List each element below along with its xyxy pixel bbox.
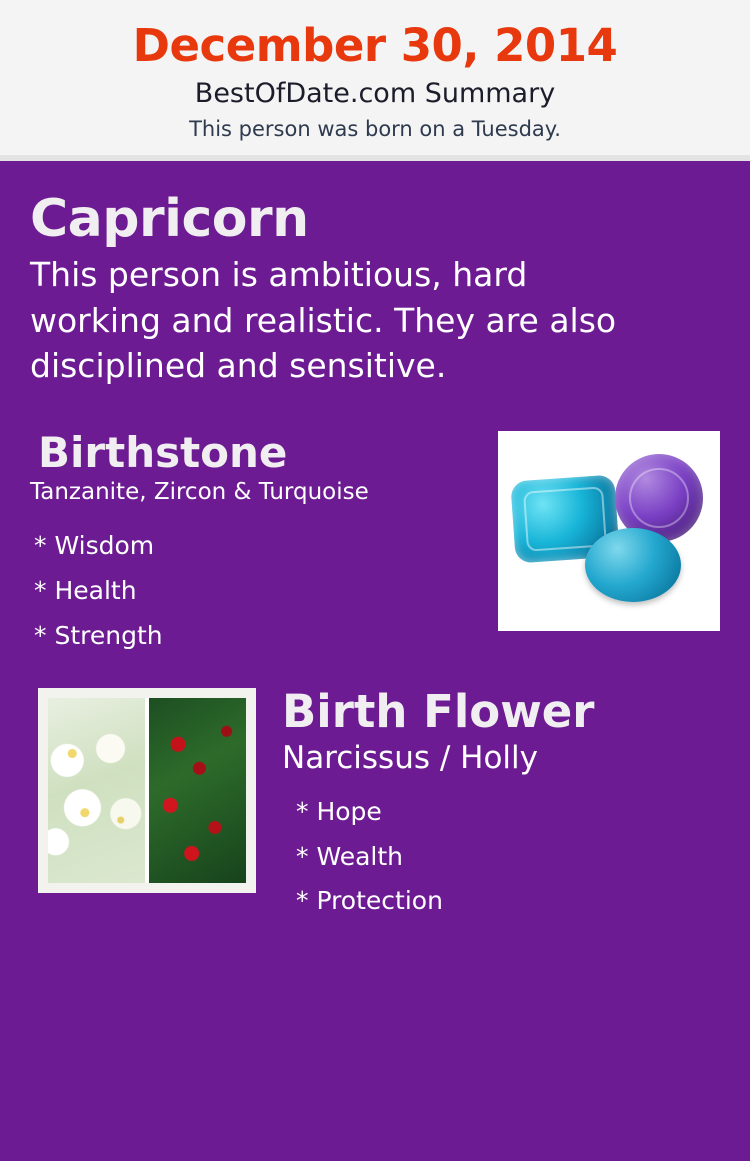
zodiac-description: This person is ambitious, hard working and realistic. They are also disciplined and sensitive. (30, 255, 617, 386)
birthstone-image-inner (507, 440, 711, 622)
birth-flower-image (38, 688, 256, 893)
list-item: * Wealth (296, 841, 403, 871)
birthstone-names: Tanzanite, Zircon & Turquoise (30, 478, 369, 505)
birth-flower-text-group (282, 684, 720, 924)
birth-flower-image-inner (48, 698, 246, 883)
site-summary-label: BestOfDate.com Summary (194, 78, 556, 110)
birthstone-section (30, 427, 720, 658)
zodiac-sign-title: Capricorn (30, 189, 309, 250)
birthstone-title: Birthstone (38, 427, 288, 477)
holly-photo-half (149, 698, 246, 883)
header (0, 0, 750, 155)
list-item: * Hope (296, 797, 382, 827)
birth-flower-traits-list (282, 790, 720, 924)
birth-flower-section (30, 684, 720, 924)
birthstone-traits-list (30, 523, 480, 658)
birthstone-text-group (30, 427, 480, 658)
birthstone-image (498, 431, 720, 631)
list-item: * Strength (34, 620, 163, 650)
born-day-note: This person was born on a Tuesday. (189, 116, 561, 141)
birth-flower-title: Birth Flower (282, 684, 595, 738)
narcissus-photo-half (48, 698, 145, 883)
main-content (0, 161, 750, 1161)
page-title-date: December 30, 2014 (132, 19, 618, 72)
birth-flower-names: Narcissus / Holly (282, 739, 539, 776)
list-item: * Wisdom (34, 530, 155, 560)
list-item: * Health (34, 575, 137, 605)
list-item: * Protection (296, 886, 443, 916)
gem-oval-icon (585, 528, 681, 602)
